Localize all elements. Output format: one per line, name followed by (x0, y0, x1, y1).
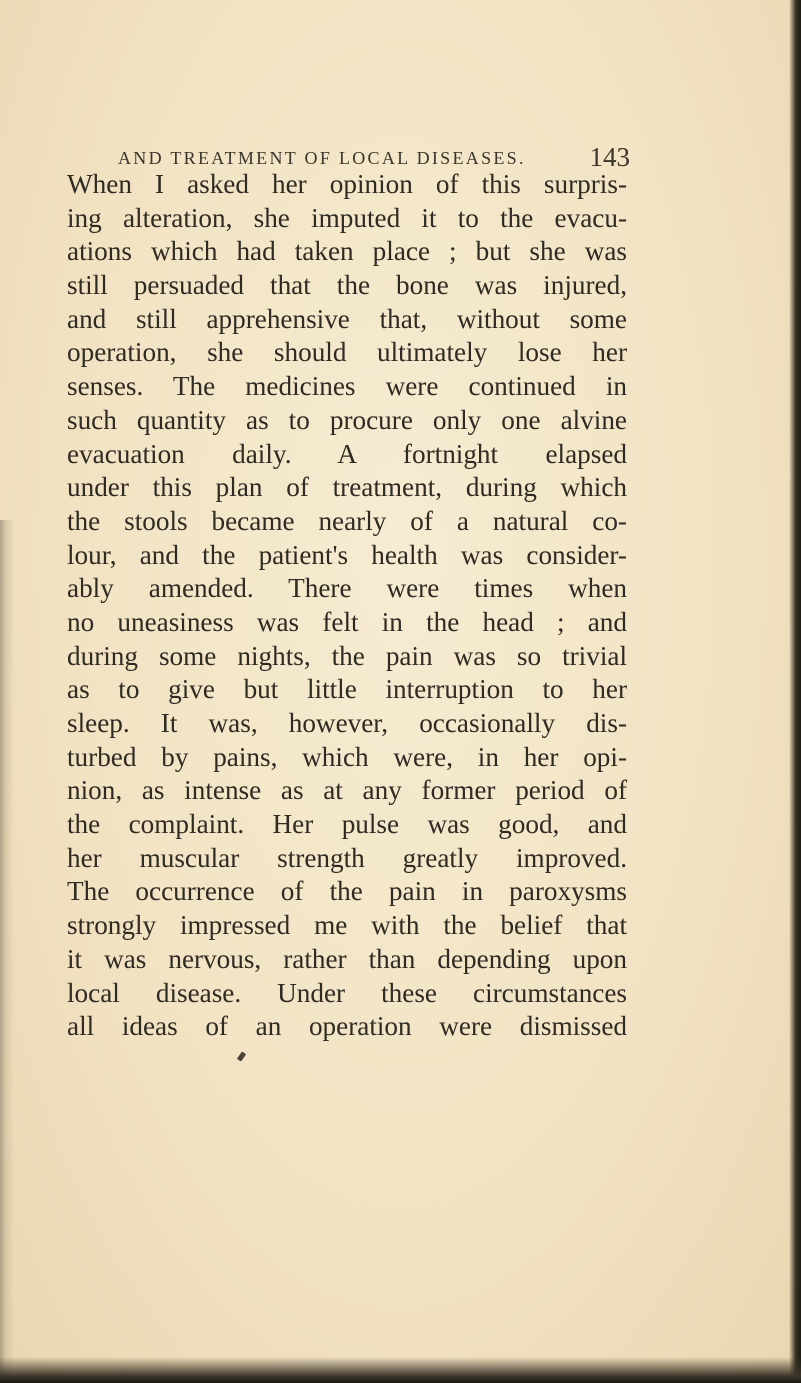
running-head: AND TREATMENT OF LOCAL DISEASES. (118, 148, 526, 168)
text-line: The occurrence of the pain in paroxysms (67, 876, 627, 907)
text-line: and still apprehensive that, without some (67, 303, 627, 334)
ink-speck (237, 1051, 246, 1061)
text-line: When I asked her opinion of this surpris- (67, 169, 627, 199)
text-line: such quantity as to procure only one alvine (67, 404, 627, 435)
text-line: it was nervous, rather than depending upon (67, 943, 627, 974)
text-line: operation, she should ultimately lose her (67, 337, 627, 368)
text-line: lour, and the patient's health was consider- (67, 539, 627, 570)
page-right-edge-shadow (789, 0, 801, 1383)
text-line: during some nights, the pain was so trivial (67, 640, 627, 671)
text-line: senses. The medicines were continued in (67, 371, 627, 402)
text-line: under this plan of treatment, during which (67, 472, 627, 503)
text-line: no uneasiness was felt in the head ; and (67, 606, 627, 637)
page-left-edge-shadow (0, 520, 14, 1383)
body-text (67, 168, 627, 1042)
text-line: strongly impressed me with the belief that (67, 910, 627, 941)
text-line: sleep. It was, however, occasionally dis- (67, 708, 627, 738)
text-line: ing alteration, she imputed it to the evacu- (67, 202, 627, 233)
text-line: the stools became nearly of a natural co- (67, 505, 627, 536)
page-number: 143 (589, 142, 630, 172)
text-line: nion, as intense as at any former period of (67, 775, 627, 806)
text-line: evacuation daily. A fortnight elapsed (67, 438, 627, 469)
text-line: turbed by pains, which were, in her opi- (67, 741, 627, 772)
text-line: all ideas of an operation were dismissed (67, 1011, 627, 1042)
text-line: ations which had taken place ; but she was (67, 236, 627, 267)
text-line: her muscular strength greatly improved. (67, 842, 627, 873)
text-line: the complaint. Her pulse was good, and (67, 809, 627, 840)
text-line: still persuaded that the bone was injured, (67, 270, 627, 301)
page-bottom-edge-shadow (0, 1357, 801, 1383)
text-line: local disease. Under these circumstances (67, 977, 627, 1008)
text-line: ably amended. There were times when (67, 573, 627, 604)
text-line: as to give but little interruption to her (67, 674, 627, 705)
